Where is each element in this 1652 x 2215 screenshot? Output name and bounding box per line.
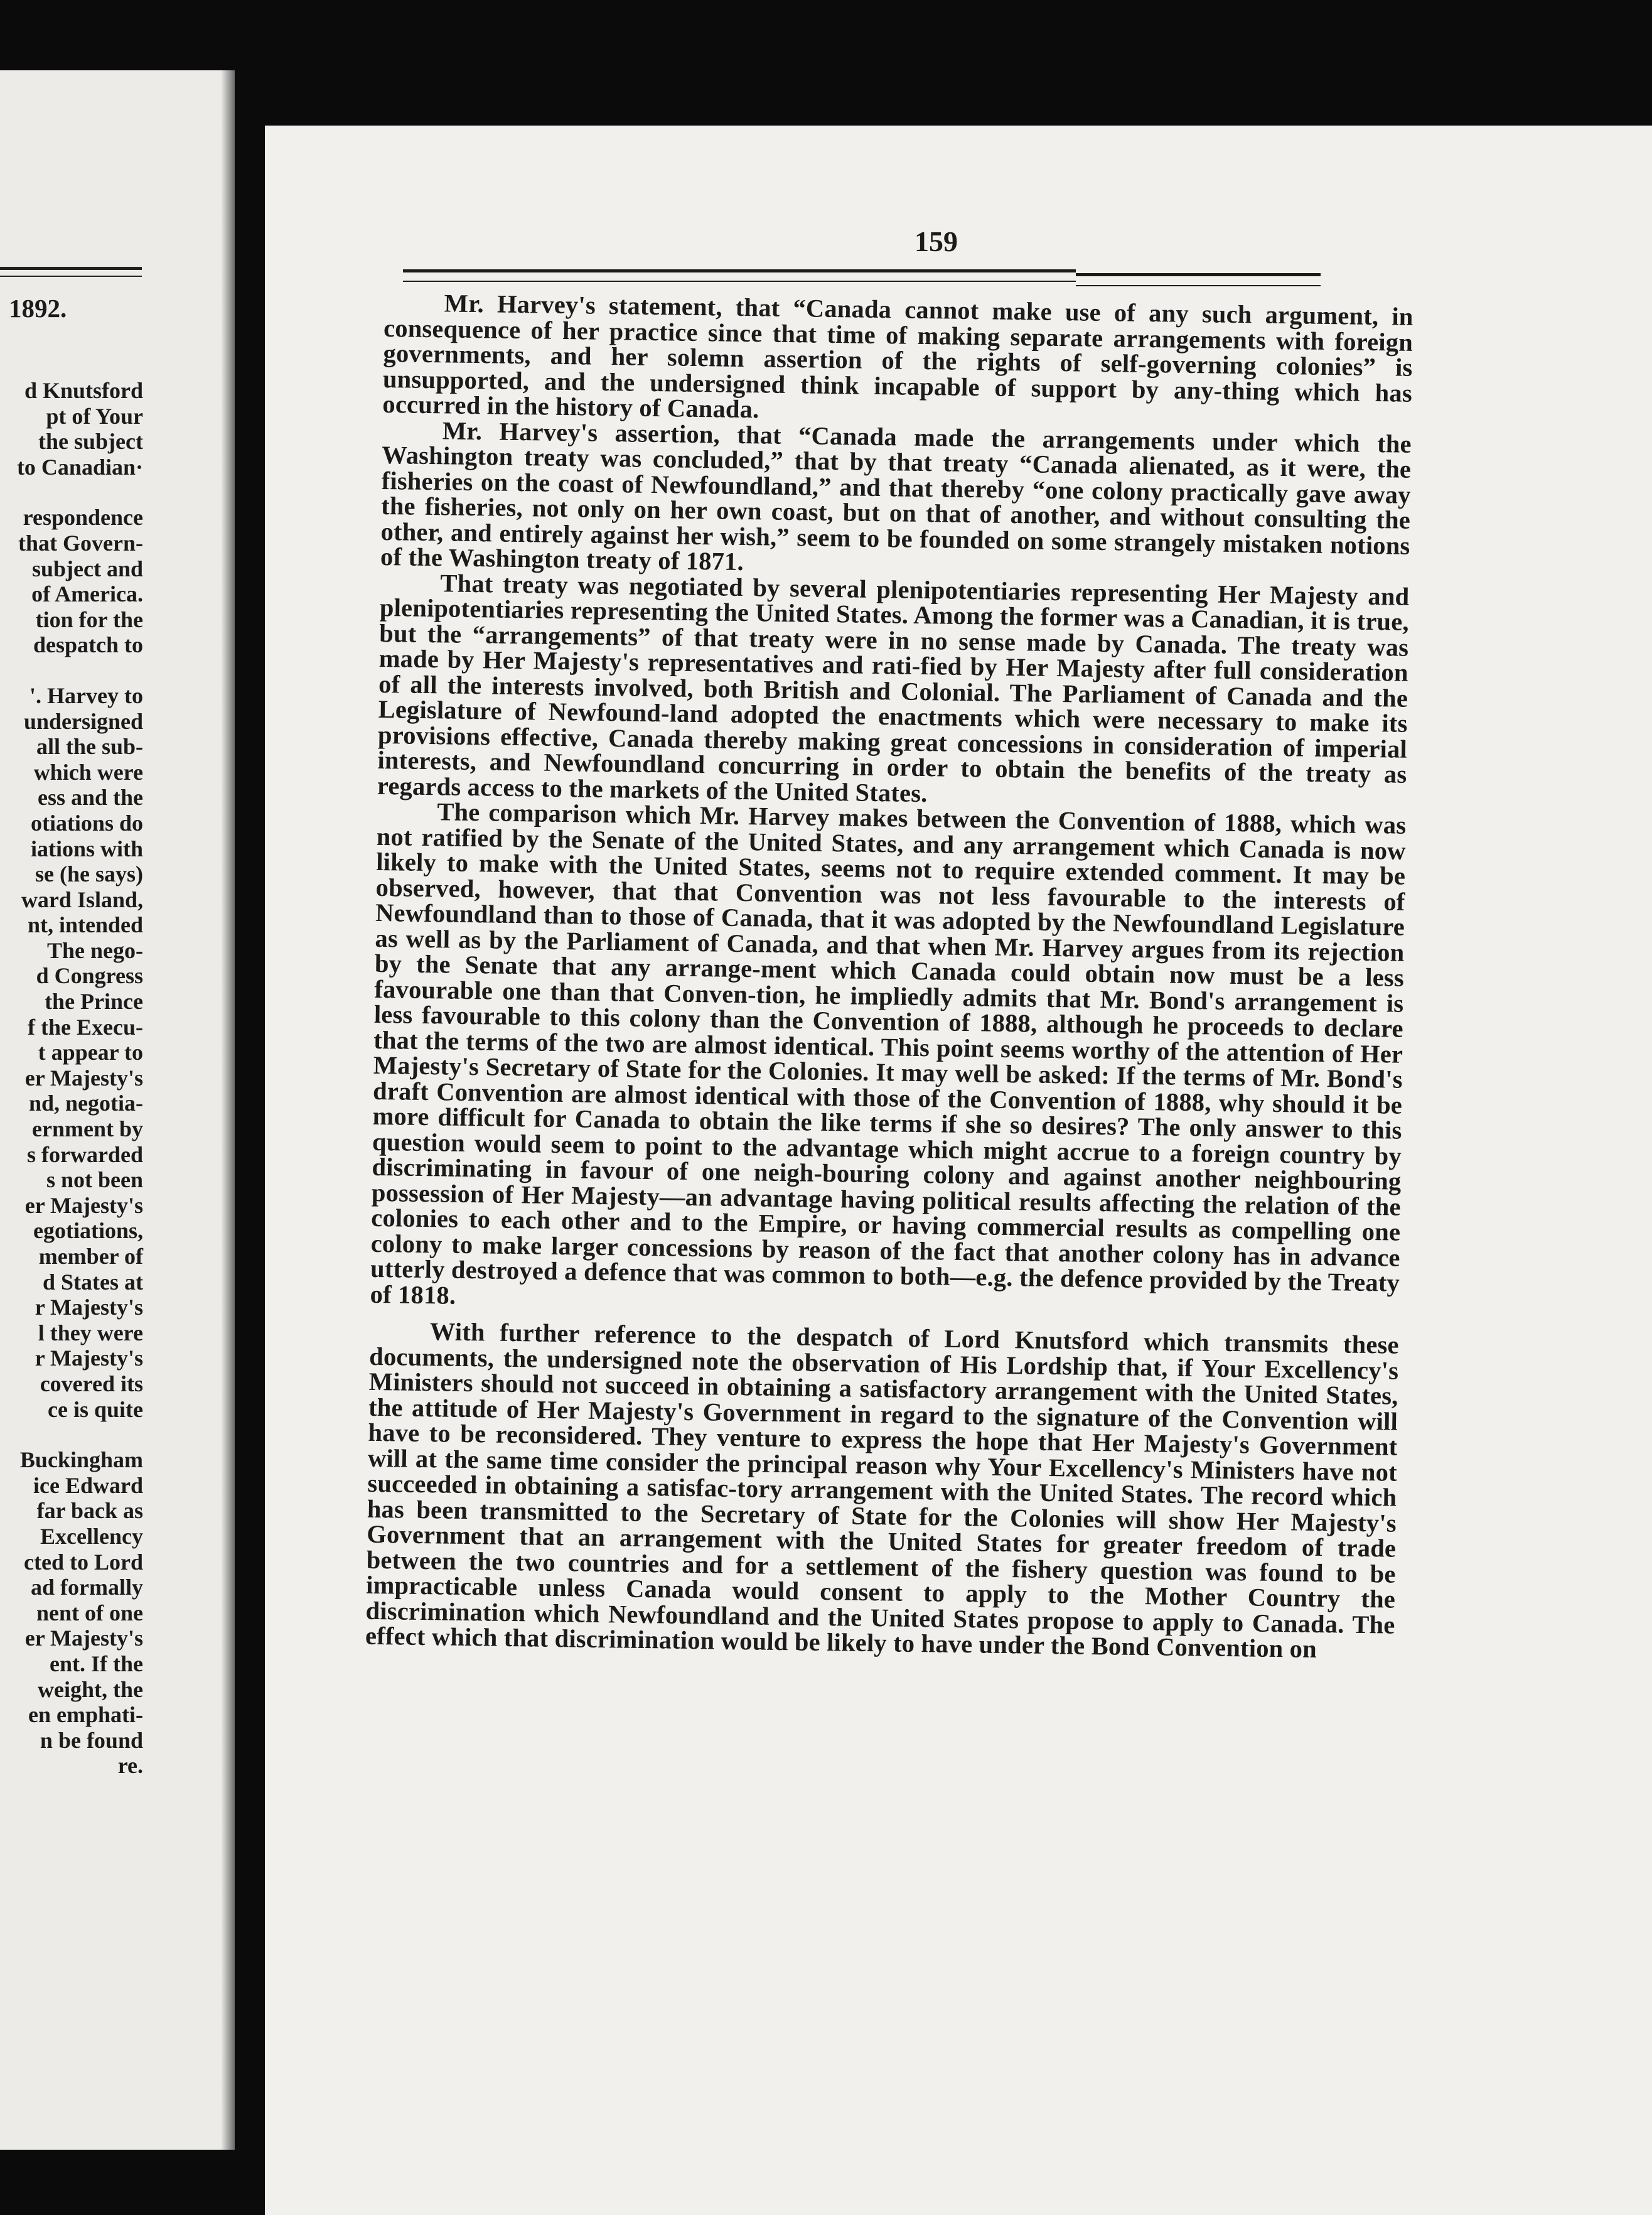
page-gutter-shadow bbox=[221, 70, 235, 2150]
header-rule-thin-left bbox=[0, 276, 142, 277]
fragment-line: er Majesty's bbox=[24, 1625, 143, 1651]
fragment-line: d Knutsford bbox=[24, 378, 143, 403]
header-rule-thick-right bbox=[1076, 273, 1321, 276]
fragment-line: ce is quite bbox=[48, 1396, 143, 1422]
fragment-line: er Majesty's bbox=[24, 1065, 143, 1091]
fragment-line: which were bbox=[33, 759, 143, 785]
fragment-line: egotiations, bbox=[33, 1218, 143, 1244]
facing-page-year: 1892. bbox=[9, 294, 67, 323]
header-rule-thin-right bbox=[1076, 285, 1321, 286]
fragment-line: nt, intended bbox=[27, 912, 143, 938]
fragment-line: en emphati- bbox=[28, 1702, 143, 1728]
fragment-line: The nego- bbox=[47, 937, 143, 963]
fragment-line: Excellency bbox=[40, 1523, 143, 1549]
fragment-line: nd, negotia- bbox=[28, 1091, 143, 1116]
fragment-line: iations with bbox=[30, 836, 143, 861]
fragment-line: ess and the bbox=[37, 785, 143, 811]
fragment-line: d States at bbox=[43, 1269, 143, 1295]
body-text bbox=[365, 290, 1413, 1663]
header-rule-thick-left bbox=[0, 267, 142, 270]
fragment-line: f the Execu- bbox=[28, 1014, 143, 1040]
fragment-line: tion for the bbox=[35, 606, 143, 632]
fragment-line: all the sub- bbox=[36, 734, 143, 760]
fragment-line: nent of one bbox=[36, 1600, 143, 1625]
fragment-line: ad formally bbox=[31, 1575, 143, 1600]
fragment-line: pt of Your bbox=[46, 403, 143, 429]
fragment-gap bbox=[0, 658, 143, 683]
fragment-line: far back as bbox=[36, 1498, 143, 1524]
fragment-line: weight, the bbox=[38, 1676, 143, 1702]
fragment-line: to Canadian· bbox=[16, 454, 143, 480]
fragment-line: respondence bbox=[23, 505, 143, 531]
fragment-line: t appear to bbox=[38, 1040, 143, 1065]
fragment-line: r Majesty's bbox=[35, 1295, 143, 1320]
fragment-line: undersigned bbox=[23, 708, 143, 734]
fragment-line: ernment by bbox=[32, 1116, 143, 1142]
header-rule-thick bbox=[403, 269, 1076, 272]
fragment-line: d Congress bbox=[36, 963, 143, 989]
fragment-line: covered its bbox=[40, 1371, 143, 1396]
fragment-line: n be found bbox=[40, 1727, 143, 1753]
paragraph: Mr. Harvey's assertion, that “Canada made the arrangements under which the Washington treaty was concluded,” that by that treaty “Canada alienated, as it were, the fisheries on the coast of Newfoundland,” and that thereby “one colony practically gave away the fisheries, not only on her own coast, but on that of another, and without consulting the other, and entirely against her wish,” seem to be founded on some strangely mistaken notions of the Washington treaty of 1871. bbox=[380, 416, 1412, 576]
header-rule-thin bbox=[403, 281, 1076, 282]
fragment-line: ward Island, bbox=[21, 887, 143, 912]
fragment-line: s not been bbox=[46, 1167, 143, 1193]
fragment-line: the Prince bbox=[45, 989, 143, 1015]
fragment-line: otiations do bbox=[30, 810, 143, 836]
paragraph: The comparison which Mr. Harvey makes between the Convention of 1888, which was not ratified by the Senate of the United States, and any arrangement which Canada is now likely to make with the United States, seems not to require extended comment. It may be observed, however, that that Convention was not less favourable to the interests of Newfoundland than to those of Canada, that it was adopted by the Newfoundland Legislature as well as by the Parliament of Canada, and that when Mr. Harvey argues from its rejection by the Senate that any arrange-ment which Canada could obtain now must be a less favourable one than that Conven-tion, he impliedly admits that Mr. Bond's arrangement is less favourable to this colony than the Convention of 1888, although he proceeds to declare that the terms of the two are almost identical. This point seems worthy of the attention of Her Majesty's Secretary of State for the Colonies. It may well be asked: If the terms of Mr. Bond's draft Convention are almost identical with those of the Convention of 1888, why should it be more difficult for Canada to obtain the like terms if she so desires? The only answer to this question would seem to point to the advantage which might accrue to a foreign country by discriminating in favour of one neigh-bouring colony and against another neighbouring possession of Her Majesty—an advantage having political results affecting the relation of the colonies to each other and to the Empire, or having commercial results as compelling one colony to make larger concessions by reason of the fact that another colony has in advance utterly destroyed a defence that was common to both—e.g. the defence provided by the Treaty of 1818. bbox=[370, 797, 1407, 1310]
fragment-line: subject and bbox=[31, 556, 143, 581]
fragment-line: s forwarded bbox=[27, 1141, 143, 1167]
fragment-line: l they were bbox=[38, 1320, 143, 1345]
fragment-gap bbox=[0, 480, 143, 505]
fragment-line: ent. If the bbox=[50, 1651, 143, 1676]
fragment-line: er Majesty's bbox=[24, 1192, 143, 1218]
fragment-line: se (he says) bbox=[35, 861, 143, 887]
facing-page-text-fragments bbox=[0, 378, 143, 1779]
fragment-line: despatch to bbox=[33, 632, 143, 658]
fragment-line: the subject bbox=[38, 429, 143, 455]
fragment-line: ice Edward bbox=[33, 1472, 143, 1498]
paragraph: That treaty was negotiated by several plenipotentiaries representing Her Majesty and plenipotentiaries representing the United States. Among the former was a Canadian, it is true, but the “arrangements” of that treaty were in no sense made by Canada. The treaty was made by Her Majesty's representatives and rati-fied by Her Majesty after full consideration of all the interests involved, both British and Colonial. The Parliament of Canada and the Legislature of Newfound-land adopted the enactments which were necessary to make its provisions effective, Canada thereby making great concessions in consideration of imperial interests, and Newfoundland concurring in order to obtain the benefits of the treaty as regards access to the markets of the United States. bbox=[377, 568, 1410, 807]
fragment-line: member of bbox=[38, 1244, 143, 1269]
fragment-gap bbox=[0, 1422, 143, 1447]
paragraph: With further reference to the despatch of Lord Knutsford which transmits these documents, the undersigned note the observation of His Lordship that, if Your Excellency's Ministers should not succeed in obtaining a satisfactory arrangement with the United States, the attitude of Her Majesty's Government in regard to the signature of the Convention will have to be reconsidered. They venture to express the hope that Her Majesty's Government will at the same time consider the principal reason why Your Excellency's Ministers have not succeeded in obtaining a satisfac-tory arrangement with the United States. The record which has been transmitted to the Secretary of State for the Colonies will show Her Majesty's Government that an arrangement with the United States for greater freedom of trade between the two countries and for a settlement of the fishery question was found to be impracticable unless Canada would consent to apply to the Mother Country the discrimination which Newfoundland and the United States propose to apply to Canada. The effect which that discrimination would be likely to have under the Bond Convention on bbox=[365, 1317, 1400, 1663]
facing-page-left bbox=[0, 70, 233, 2150]
fragment-line: '. Harvey to bbox=[30, 682, 143, 708]
page-number: 159 bbox=[914, 225, 958, 257]
paragraph: Mr. Harvey's statement, that “Canada cannot make use of any such argument, in consequence of her practice since that time of making separate arrangements with foreign governments, and her solemn assertion of the rights of self-governing colonies” is unsupported, and the undersigned think incapable of support by any-thing which has occurred in the history of Canada. bbox=[382, 289, 1413, 424]
fragment-line: re. bbox=[117, 1753, 143, 1779]
fragment-line: of America. bbox=[31, 581, 143, 607]
fragment-line: r Majesty's bbox=[35, 1345, 143, 1371]
fragment-line: Buckingham bbox=[19, 1447, 143, 1473]
document-page bbox=[265, 126, 1652, 2215]
fragment-line: cted to Lord bbox=[24, 1549, 143, 1575]
fragment-line: that Govern- bbox=[18, 530, 143, 556]
